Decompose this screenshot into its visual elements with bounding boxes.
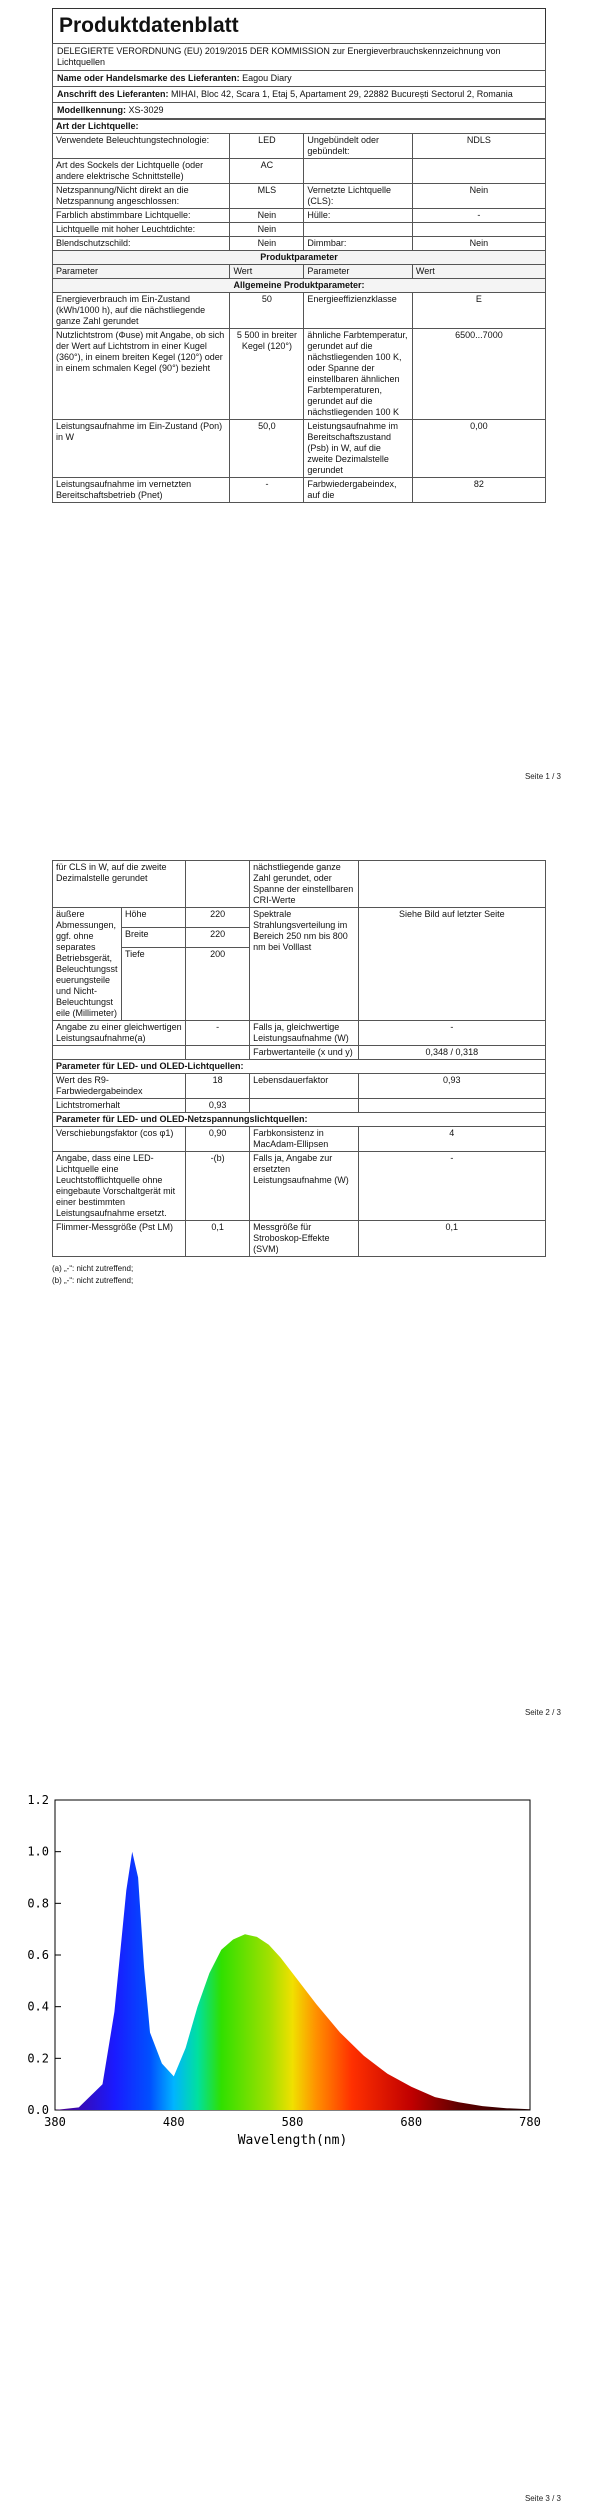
param-label: Wert des R9-Farbwiedergabeindex: [53, 1074, 186, 1099]
x-tick-label: 680: [400, 2115, 423, 2129]
table-row: [53, 1099, 546, 1113]
param-value: 0,90: [186, 1127, 250, 1152]
param-label: [53, 1046, 186, 1060]
table-row: [53, 1221, 546, 1257]
footnote-a: (a) „-“: nicht zutreffend;: [52, 1264, 134, 1273]
table-row: [53, 1113, 546, 1127]
general-row: [53, 478, 546, 503]
param-value: 0,348 / 0,318: [358, 1046, 545, 1060]
table-row: [53, 1060, 546, 1074]
col-value-2: Wert: [412, 265, 545, 279]
x-tick-label: 380: [44, 2115, 66, 2129]
param-value: [186, 861, 250, 908]
led-section-title: Parameter für LED- und OLED-Lichtquellen:: [53, 1060, 546, 1074]
param-value: 0,00: [412, 420, 545, 478]
param-label: Messgröße für Stroboskop-Effekte (SVM): [250, 1221, 358, 1257]
type-row: [53, 159, 546, 184]
dim-value: 200: [186, 948, 250, 1021]
param-value: -: [412, 209, 545, 223]
param-value: 6500...7000: [412, 329, 545, 420]
dimensions-label: äußere Abmessungen, ggf. ohne separates Betriebsgerät, Beleuchtungssteuerungsteile und Nicht-Beleuchtungsteile (Millimeter): [53, 908, 122, 1021]
param-label: Energieeffizienzklasse: [304, 293, 412, 329]
y-tick-label: 0.6: [27, 1948, 49, 1962]
param-label: Farbwertanteile (x und y): [250, 1046, 358, 1060]
y-tick-label: 0.4: [27, 1999, 49, 2014]
param-value: -: [230, 478, 304, 503]
page-2: [0, 860, 591, 1730]
param-label: Falls ja, gleichwertige Leistungsaufnahme (W): [250, 1021, 358, 1046]
type-section-title: Art der Lichtquelle:: [53, 120, 546, 134]
param-label: [250, 1099, 358, 1113]
param-value: 50: [230, 293, 304, 329]
param-label: Leistungsaufnahme im Ein-Zustand (Pon) in W: [53, 420, 230, 478]
x-tick-label: 480: [162, 2115, 185, 2129]
table-row: [53, 1074, 546, 1099]
general-params-title: Allgemeine Produktparameter:: [53, 279, 546, 293]
dim-name: Tiefe: [122, 948, 186, 1021]
dim-value: 220: [186, 908, 250, 928]
param-value: -: [358, 1152, 545, 1221]
param-label: nächstliegende ganze Zahl gerundet, oder Spanne der einstellbaren CRI-Werte: [250, 861, 358, 908]
table-row: [53, 908, 546, 928]
param-label: Angabe zu einer gleichwertigen Leistungsaufnahme(a): [53, 1021, 186, 1046]
param-label: Hülle:: [304, 209, 412, 223]
general-row: [53, 329, 546, 420]
param-label: Ungebündelt oder gebündelt:: [304, 134, 412, 159]
supplier-name-value: Eagou Diary: [242, 73, 292, 83]
param-value: Nein: [412, 184, 545, 209]
param-value: -: [358, 1021, 545, 1046]
param-label: Art des Sockels der Lichtquelle (oder andere elektrische Schnittstelle): [53, 159, 230, 184]
regulation-text: DELEGIERTE VERORDNUNG (EU) 2019/2015 DER KOMMISSION zur Energieverbrauchskennzeichnung von Lichtquellen: [52, 43, 546, 71]
spectral-value: Siehe Bild auf letzter Seite: [358, 908, 545, 1021]
col-param-1: Parameter: [53, 265, 230, 279]
param-value: [412, 159, 545, 184]
type-row: [53, 237, 546, 251]
y-tick-label: 0.2: [27, 2051, 49, 2066]
page-number-2: Seite 2 / 3: [524, 1708, 561, 1717]
param-value: Nein: [412, 237, 545, 251]
sheet-title: Produktdatenblatt: [52, 8, 546, 43]
param-value: -: [186, 1021, 250, 1046]
mains-section-title: Parameter für LED- und OLED-Netzspannungslichtquellen:: [53, 1113, 546, 1127]
param-label: Lichtstromerhalt: [53, 1099, 186, 1113]
param-value: [412, 223, 545, 237]
y-tick-label: 0.8: [27, 1896, 49, 1911]
param-value: 0,93: [186, 1099, 250, 1113]
param-label: Nutzlichtstrom (Φuse) mit Angabe, ob sich der Wert auf Lichtstrom in einer Kugel (360°), in einem breiten Kegel (120°) oder in einem schmalen Kegel (90°) bezieht: [53, 329, 230, 420]
x-axis-label: Wavelength(nm): [237, 2133, 348, 2148]
type-table: [52, 119, 546, 503]
param-label: für CLS in W, auf die zweite Dezimalstelle gerundet: [53, 861, 186, 908]
param-label: Leistungsaufnahme im vernetzten Bereitschaftsbetrieb (Pnet): [53, 478, 230, 503]
supplier-address-label: Anschrift des Lieferanten:: [57, 89, 169, 99]
dim-value: 220: [186, 928, 250, 948]
param-value: [186, 1046, 250, 1060]
supplier-address-row: [52, 87, 546, 103]
page-number-3: Seite 3 / 3: [524, 2494, 561, 2503]
param-value: MLS: [230, 184, 304, 209]
type-row: [53, 223, 546, 237]
param-value: 4: [358, 1127, 545, 1152]
param-label: Farblich abstimmbare Lichtquelle:: [53, 209, 230, 223]
param-value: -(b): [186, 1152, 250, 1221]
y-tick-label: 1.0: [27, 1844, 49, 1859]
param-label: Farbkonsistenz in MacAdam-Ellipsen: [250, 1127, 358, 1152]
model-label: Modellkennung:: [57, 105, 126, 115]
y-tick-label: 0.0: [27, 2103, 49, 2117]
dim-name: Höhe: [122, 908, 186, 928]
col-param-2: Parameter: [304, 265, 412, 279]
param-label: Lichtquelle mit hoher Leuchtdichte:: [53, 223, 230, 237]
param-value: 0,1: [186, 1221, 250, 1257]
spectral-label: Spektrale Strahlungsverteilung im Bereich 250 nm bis 800 nm bei Volllast: [250, 908, 358, 1021]
dim-name: Breite: [122, 928, 186, 948]
table-row: [53, 1152, 546, 1221]
param-value: 0,93: [358, 1074, 545, 1099]
footnote-b: (b) „-“: nicht zutreffend;: [52, 1276, 134, 1285]
type-row: [53, 184, 546, 209]
spectrum-chart: [0, 1780, 591, 2160]
param-value: NDLS: [412, 134, 545, 159]
x-tick-label: 580: [281, 2115, 304, 2129]
type-row: [53, 209, 546, 223]
param-label: Netzspannung/Nicht direkt an die Netzspannung angeschlossen:: [53, 184, 230, 209]
param-label: ähnliche Farbtemperatur, gerundet auf die nächstliegenden 100 K, oder Spanne der einstellbaren ähnlichen Farbtemperaturen, gerundet auf die nächstliegenden 100 K: [304, 329, 412, 420]
page-3: [0, 1760, 591, 2510]
param-label: Leistungsaufnahme im Bereitschaftszustand (Psb) in W, auf die zweite Dezimalstelle gerundet: [304, 420, 412, 478]
product-params-title: Produktparameter: [53, 251, 546, 265]
table-row: [53, 1046, 546, 1060]
type-row: [53, 134, 546, 159]
param-label: [304, 159, 412, 184]
table-row: [53, 1127, 546, 1152]
param-value: 18: [186, 1074, 250, 1099]
supplier-name-row: [52, 71, 546, 87]
x-tick-label: 780: [519, 2115, 541, 2129]
y-tick-label: 1.2: [27, 1793, 49, 1807]
supplier-address-value: MIHAI, Bloc 42, Scara 1, Etaj 5, Apartament 29, 22882 București Sectorul 2, Romania: [171, 89, 513, 99]
param-value: 50,0: [230, 420, 304, 478]
param-label: Verwendete Beleuchtungstechnologie:: [53, 134, 230, 159]
param-label: [304, 223, 412, 237]
page-number-1: Seite 1 / 3: [524, 772, 561, 781]
col-value-1: Wert: [230, 265, 304, 279]
table-row: [53, 861, 546, 908]
param-label: Vernetzte Lichtquelle (CLS):: [304, 184, 412, 209]
param-value: Nein: [230, 209, 304, 223]
param-label: Blendschutzschild:: [53, 237, 230, 251]
param-value: 82: [412, 478, 545, 503]
param-value: 0,1: [358, 1221, 545, 1257]
param-label: Falls ja, Angabe zur ersetzten Leistungsaufnahme (W): [250, 1152, 358, 1221]
param-label: Dimmbar:: [304, 237, 412, 251]
param-value: 5 500 in breiter Kegel (120°): [230, 329, 304, 420]
param-label: Farbwiedergabeindex, auf die: [304, 478, 412, 503]
param-value: Nein: [230, 237, 304, 251]
page2-table: [52, 860, 546, 1257]
param-label: Verschiebungsfaktor (cos φ1): [53, 1127, 186, 1152]
supplier-name-label: Name oder Handelsmarke des Lieferanten:: [57, 73, 240, 83]
param-label: Angabe, dass eine LED-Lichtquelle eine Leuchtstofflichtquelle ohne eingebaute Vorschaltgerät mit einer bestimmten Leistungsaufnahme ersetzt.: [53, 1152, 186, 1221]
general-row: [53, 420, 546, 478]
table-row: [53, 1021, 546, 1046]
param-value: [358, 1099, 545, 1113]
general-row: [53, 293, 546, 329]
param-value: LED: [230, 134, 304, 159]
param-label: Lebensdauerfaktor: [250, 1074, 358, 1099]
param-label: Energieverbrauch im Ein-Zustand (kWh/1000 h), auf die nächstliegende ganze Zahl gerundet: [53, 293, 230, 329]
param-label: Flimmer-Messgröße (Pst LM): [53, 1221, 186, 1257]
page-1: [0, 0, 591, 790]
param-value: Nein: [230, 223, 304, 237]
param-value: [358, 861, 545, 908]
param-value: AC: [230, 159, 304, 184]
param-value: E: [412, 293, 545, 329]
model-row: [52, 103, 546, 119]
model-value: XS-3029: [128, 105, 164, 115]
